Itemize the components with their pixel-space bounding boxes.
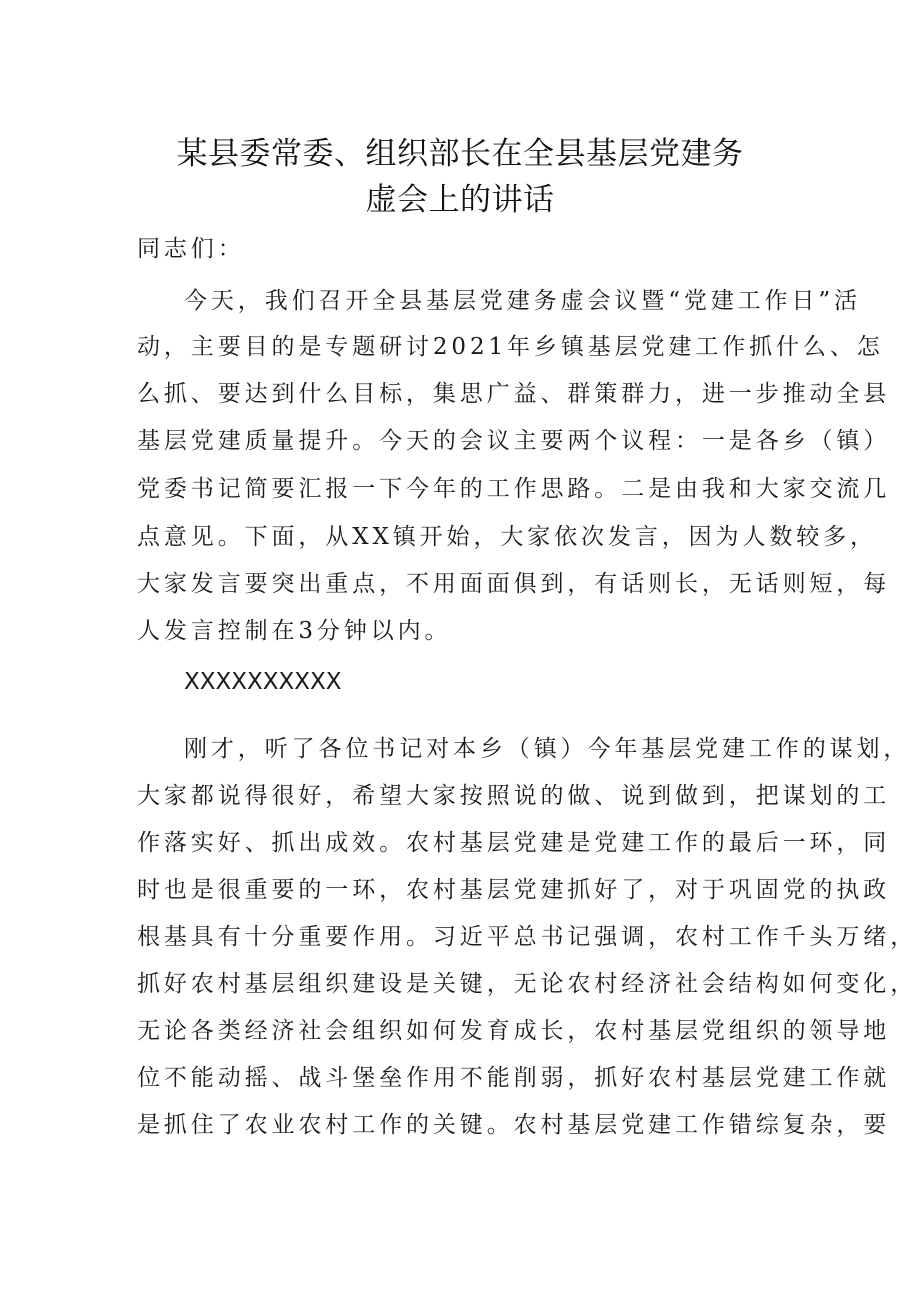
paragraph-2-line: 作落实好、抓出成效。农村基层党建是党建工作的最后一环，同 <box>137 830 891 856</box>
section-subheading: XXXXXXXXXX <box>184 669 342 695</box>
paragraph-1-line: 人发言控制在3分钟以内。 <box>137 618 452 644</box>
title-line-1: 某县委常委、组织部长在全县基层党建务 <box>176 136 744 172</box>
paragraph-1-line: 动，主要目的是专题研讨2021年乡镇基层党建工作抓什么、怎 <box>137 334 884 360</box>
title-line-2: 虚会上的讲话 <box>365 182 555 218</box>
paragraph-1-line: 今天，我们召开全县基层党建务虚会议暨“党建工作日”活 <box>184 288 861 314</box>
paragraph-2-line: 大家都说得很好，希望大家按照说的做、说到做到，把谋划的工 <box>137 783 891 809</box>
paragraph-1-line: 基层党建质量提升。今天的会议主要两个议程：一是各乡（镇） <box>137 428 891 454</box>
paragraph-1-line: 点意见。下面，从XX镇开始，大家依次发言，因为人数较多， <box>137 524 877 550</box>
paragraph-2-line: 抓好农村基层组织建设是关键，无论农村经济社会结构如何变化， <box>137 971 918 997</box>
paragraph-2-line: 无论各类经济社会组织如何发育成长，农村基层党组织的领导地 <box>137 1018 891 1044</box>
paragraph-2-line: 根基具有十分重要作用。习近平总书记强调，农村工作千头万绪， <box>137 924 918 950</box>
paragraph-2-line: 是抓住了农业农村工作的关键。农村基层党建工作错综复杂，要 <box>137 1112 891 1138</box>
paragraph-2-line: 位不能动摇、战斗堡垒作用不能削弱，抓好农村基层党建工作就 <box>137 1065 891 1091</box>
salutation: 同志们： <box>137 236 245 262</box>
paragraph-2-line: 时也是很重要的一环，农村基层党建抓好了，对于巩固党的执政 <box>137 877 891 903</box>
paragraph-1-line: 党委书记简要汇报一下今年的工作思路。二是由我和大家交流几 <box>137 476 891 502</box>
paragraph-1-line: 大家发言要突出重点，不用面面俱到，有话则长，无话则短，每 <box>137 571 891 597</box>
paragraph-2-line: 刚才，听了各位书记对本乡（镇）今年基层党建工作的谋划， <box>184 736 911 762</box>
paragraph-1-line: 么抓、要达到什么目标，集思广益、群策群力，进一步推动全县 <box>137 381 891 407</box>
